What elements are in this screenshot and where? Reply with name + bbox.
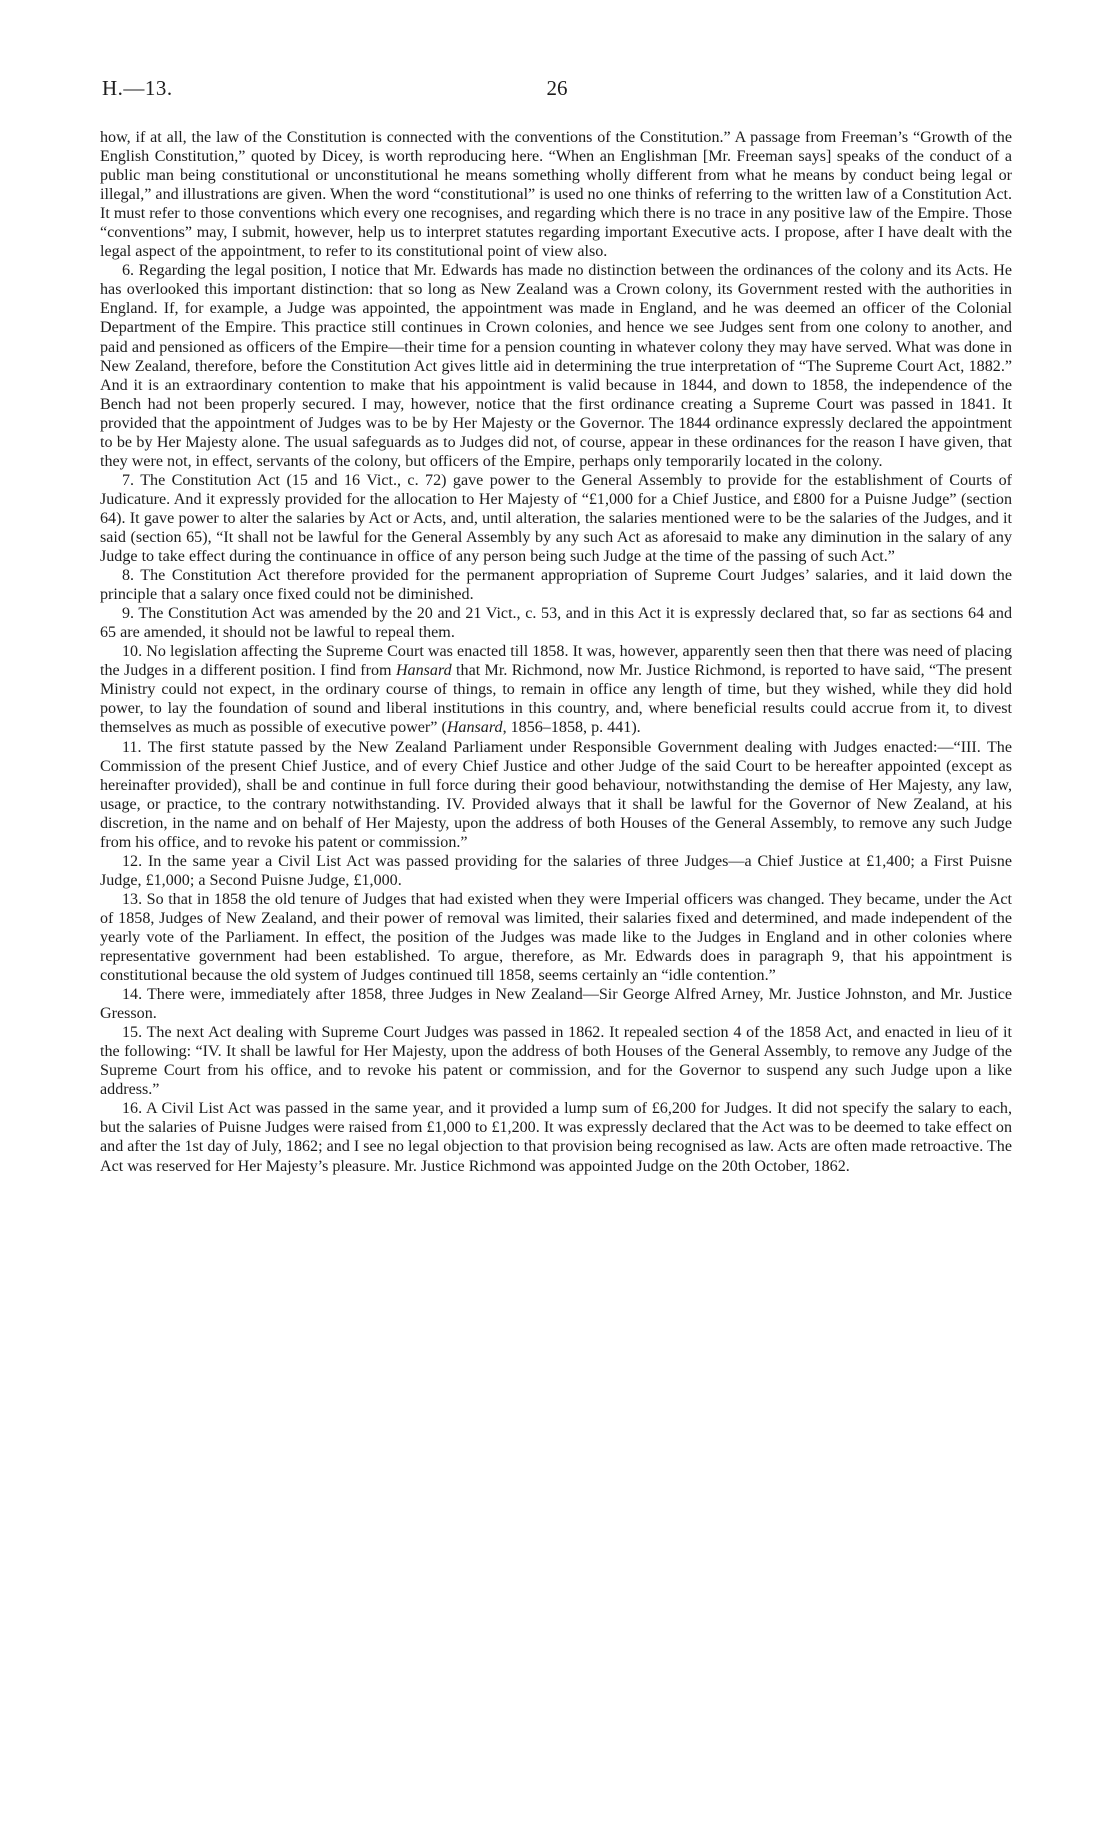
paragraph-11: 11. The first statute passed by the New Zealand Parliament under Responsible Government dealing with Judges enacted:—“III. The Commission of the present Chief Justice, and of every Chief Justice and other Judge of the said Court to be hereafter appointed (except as hereinafter provided), shall be and continue in full force during their good behaviour, notwithstanding the demise of Her Majesty, any law, usage, or practice, to the contrary notwithstanding. IV. Provided always that it shall be lawful for the Governor of New Zealand, at his discretion, in the name and on behalf of Her Majesty, upon the address of both Houses of the General Assembly, to remove any such Judge from his office, and to revoke his patent or commission.” [100, 738, 1012, 851]
paragraph-10 [100, 642, 1012, 737]
paragraph-15: 15. The next Act dealing with Supreme Court Judges was passed in 1862. It repealed section 4 of the 1858 Act, and enacted in lieu of it the following: “IV. It shall be lawful for Her Majesty, upon the address of both Houses of the General Assembly, to remove any Judge of the Supreme Court from his office, and to revoke his patent or commission, and for the Governor to suspend any such Judge upon a like address.” [100, 1024, 1012, 1099]
paragraph-16: 16. A Civil List Act was passed in the same year, and it provided a lump sum of £6,200 for Judges. It did not specify the salary to each, but the salaries of Puisne Judges were raised from £1,000 to £1,200. It was expressly declared that the Act was to be deemed to take effect on and after the 1st day of July, 1862; and I see no legal objection to that provision being recognised as law. Acts are often made retroactive. The Act was reserved for Her Majesty’s pleasure. Mr. Justice Richmond was appointed Judge on the 20th October, 1862. [100, 1100, 1012, 1175]
page-number: 26 [546, 76, 568, 100]
paragraph-12: 12. In the same year a Civil List Act was passed providing for the salaries of three Judges—a Chief Justice at £1,400; a First Puisne Judge, £1,000; a Second Puisne Judge, £1,000. [100, 852, 1012, 889]
paragraph-8: 8. The Constitution Act therefore provided for the permanent appropriation of Supreme Court Judges’ salaries, and it laid down the principle that a salary once fixed could not be diminished. [100, 567, 1012, 604]
body-text [100, 128, 1012, 1176]
page-header [102, 76, 1012, 102]
hansard-citation-2: Hansard [446, 719, 503, 737]
paragraph-13: 13. So that in 1858 the old tenure of Judges that had existed when they were Imperial officers was changed. They became, under the Act of 1858, Judges of New Zealand, and their power of removal was limited, their salaries fixed and determined, and made independent of the yearly vote of the Parliament. In effect, the position of the Judges was made like to the Judges in England and in other colonies where representative government had been established. To argue, therefore, as Mr. Edwards does in paragraph 9, that his appointment is constitutional because the old system of Judges continued till 1858, seems certainly an “idle contention.” [100, 890, 1012, 985]
hansard-citation: Hansard [395, 662, 452, 680]
paragraph-continuation: how, if at all, the law of the Constitution is connected with the conventions of the Constitution.” A passage from Freeman’s “Growth of the English Constitution,” quoted by Dicey, is worth reproducing here. “When an Englishman [Mr. Freeman says] speaks of the conduct of a public man being constitutional or unconstitutional he means something wholly different from what he means by conduct being legal or illegal,” and illustrations are given. When the word “constitutional” is used no one thinks of referring to the written law of a Constitution Act. It must refer to those conventions which every one recognises, and regarding which there is no trace in any positive law of the Empire. Those “conventions” may, I submit, however, help us to interpret statutes regarding important Executive acts. I propose, after I have dealt with the legal aspect of the appointment, to refer to its constitutional point of view also. [100, 129, 1012, 261]
paragraph-7: 7. The Constitution Act (15 and 16 Vict., c. 72) gave power to the General Assembly to provide for the establishment of Courts of Judicature. And it expressly provided for the allocation to Her Majesty of “£1,000 for a Chief Justice, and £800 for a Puisne Judge” (section 64). It gave power to alter the salaries by Act or Acts, and, until alteration, the salaries mentioned were to be the salaries of the Judges, and it said (section 65), “It shall not be lawful for the General Assembly by any such Act as aforesaid to make any diminution in the salary of any Judge to take effect during the continuance in office of any person being such Judge at the time of the passing of such Act.” [100, 471, 1012, 566]
paragraph-10-text-c: , 1856–1858, p. 441). [502, 719, 641, 737]
paragraph-14: 14. There were, immediately after 1858, three Judges in New Zealand—Sir George Alfred Arney, Mr. Justice Johnston, and Mr. Justice Gresson. [100, 986, 1012, 1023]
paragraph-10-text-a: 10. No legislation affecting the Supreme Court was enacted till 1858. It was, however, apparently seen then that there was need of placing the Judges in a different position. I find from [100, 643, 1012, 680]
paragraph-6: 6. Regarding the legal position, I notice that Mr. Edwards has made no distinction between the ordinances of the colony and its Acts. He has overlooked this important distinction: that so long as New Zealand was a Crown colony, its Government rested with the authorities in England. If, for example, a Judge was appointed, the appointment was made in England, and he was deemed an officer of the Colonial Department of the Empire. This practice still continues in Crown colonies, and hence we see Judges sent from one colony to another, and paid and pensioned as officers of the Empire—their time for a pension counting in whatever colony they may have served. What was done in New Zealand, therefore, before the Constitution Act gives little aid in determining the true interpretation of “The Supreme Court Act, 1882.” And it is an extraordinary contention to make that his appointment is valid because in 1844, and down to 1858, the independence of the Bench had not been properly secured. I may, however, notice that the first ordinance creating a Supreme Court was passed in 1841. It provided that the appointment of Judges was to be by Her Majesty or the Governor. The 1844 ordinance expressly declared the appointment to be by Her Majesty alone. The usual safeguards as to Judges did not, of course, appear in these ordinances for the reason I have given, that they were not, in effect, servants of the colony, but officers of the Empire, perhaps only temporarily located in the colony. [100, 262, 1012, 470]
paragraph-10-text-b: that Mr. Richmond, now Mr. Justice Richmond, is reported to have said, “The present Ministry could not expect, in the ordinary course of things, to remain in office any length of time, but they wished, while they did hold power, to lay the foundation of sound and liberal institutions in this country, and, where beneficial results could accrue from it, to divest themselves as much as possible of executive power” ( [100, 662, 1012, 737]
paragraph-9: 9. The Constitution Act was amended by the 20 and 21 Vict., c. 53, and in this Act it is expressly declared that, so far as sections 64 and 65 are amended, it should not be lawful to repeal them. [100, 605, 1012, 642]
document-reference: H.—13. [102, 76, 173, 100]
